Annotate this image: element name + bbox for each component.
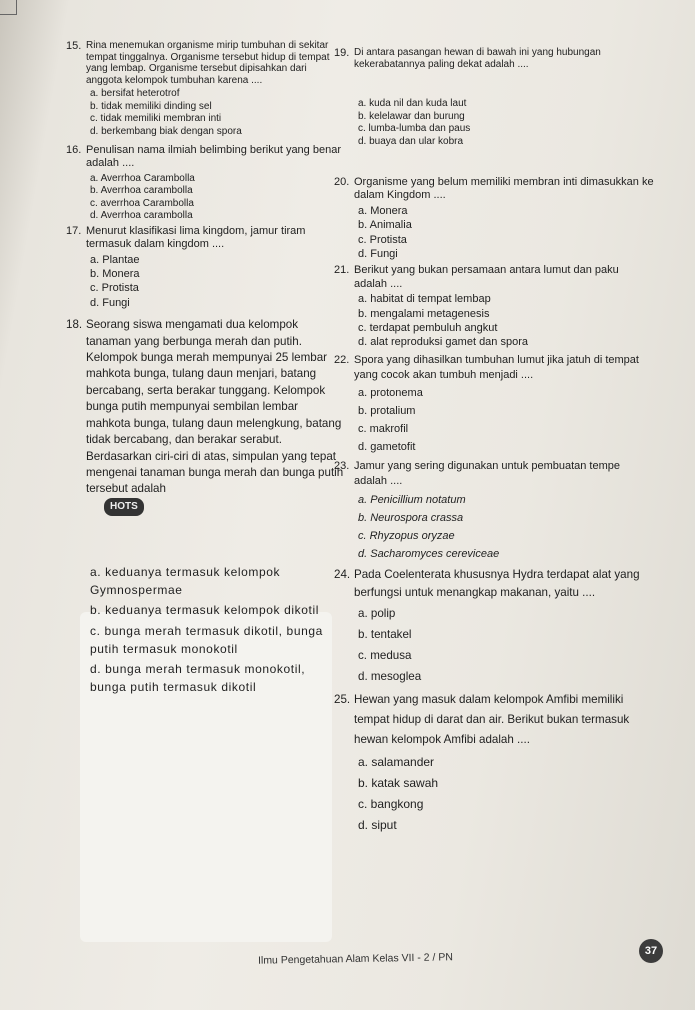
option-b[interactable]: b. tentakel	[358, 627, 412, 641]
option-b[interactable]: b. Animalia	[358, 219, 412, 232]
option-d[interactable]: d. bunga merah termasuk monokotil, bunga putih termasuk dikotil	[90, 662, 306, 694]
question-number: 20.	[334, 176, 350, 188]
question-text: Seorang siswa mengamati dua kelompok tanaman yang berbunga merah dan putih. Kelompok bunga merah mempunyai 25 lembar mahkota bunga, tulang daun menjari, batang bercabang, serta berakar tunggang. Kelompok bunga putih mempunyai sembilan lembar mahkota bunga, tulang daun melengkung, batang tidak bercabang, dan berakar serabut.	[86, 318, 342, 447]
question-number: 18.	[66, 318, 83, 332]
right-column	[334, 47, 654, 838]
question-number: 19.	[334, 47, 350, 59]
question-number: 22.	[334, 353, 350, 366]
question-text: Organisme yang belum memiliki membran inti dimasukkan ke dalam Kingdom ....	[354, 176, 654, 202]
question-number: 15.	[66, 40, 82, 52]
option-a[interactable]: a. Penicillium notatum	[358, 493, 466, 506]
option-c[interactable]: c. lumba-lumba dan paus	[358, 123, 471, 134]
question-text: Jamur yang sering digunakan untuk pembuatan tempe adalah ....	[354, 459, 621, 488]
option-a[interactable]: a. protonema	[358, 386, 423, 399]
option-b[interactable]: b. Averrhoa carambolla	[90, 185, 193, 197]
question-21	[334, 264, 654, 349]
option-a[interactable]: a. kuda nil dan kuda laut	[358, 98, 467, 109]
option-d[interactable]: d. mesoglea	[358, 669, 422, 683]
option-c[interactable]: c. bunga merah termasuk dikotil, bunga putih termasuk monokotil	[90, 623, 323, 656]
option-d[interactable]: d. alat reproduksi gamet dan spora	[358, 336, 528, 349]
left-column	[66, 40, 344, 699]
option-d[interactable]: d. Fungi	[358, 248, 398, 261]
question-text: Penulisan nama ilmiah belimbing berikut yang benar adalah ....	[86, 144, 341, 170]
question-17	[66, 224, 344, 310]
question-text: Rina menemukan organisme mirip tumbuhan di sekitar tempat tinggalnya. Organisme tersebut hidup di tempat yang lembap. Organisme tersebut dipisahkan dari anggota kelompok tumbuhan karena ....	[86, 40, 330, 86]
option-c[interactable]: c. Rhyzopus oryzae	[358, 529, 455, 542]
option-c[interactable]: c. tidak memiliki membran inti	[90, 113, 222, 124]
option-a[interactable]: a. Plantae	[90, 253, 140, 266]
option-a[interactable]: a. habitat di tempat lembap	[358, 293, 491, 306]
option-d[interactable]: d. Sacharomyces cereviceae	[358, 547, 500, 560]
option-b[interactable]: b. tidak memiliki dinding sel	[90, 100, 212, 112]
question-text: Berikut yang bukan persamaan antara lumut dan paku adalah ....	[354, 264, 619, 290]
question-24	[334, 566, 654, 687]
option-c[interactable]: c. bangkong	[358, 796, 424, 811]
question-text: Hewan yang masuk dalam kelompok Amfibi memiliki tempat hidup di darat dan air. Berikut bukan termasuk hewan kelompok Amfibi adalah ....	[354, 692, 630, 746]
page-number-badge: 37	[639, 939, 663, 963]
option-a[interactable]: a. keduanya termasuk kelompok Gymnospermae	[90, 565, 281, 597]
question-23	[334, 459, 654, 563]
option-d[interactable]: d. Fungi	[90, 296, 130, 309]
question-18	[66, 317, 344, 696]
option-c[interactable]: c. terdapat pembuluh angkut	[358, 322, 498, 335]
option-b[interactable]: b. mengalami metagenesis	[358, 307, 490, 320]
option-a[interactable]: a. Averrhoa Carambolla	[90, 172, 195, 184]
question-text-conclusion: Berdasarkan ciri-ciri di atas, simpulan yang tepat mengenai tanaman bunga merah dan bunga putih tersebut adalah	[86, 449, 344, 496]
question-20	[334, 176, 654, 261]
option-b[interactable]: b. kelelawar dan burung	[358, 110, 465, 122]
option-a[interactable]: a. Monera	[358, 204, 408, 217]
page-corner-mark	[0, 0, 17, 15]
option-d[interactable]: d. buaya dan ular kobra	[358, 135, 464, 147]
question-text: Di antara pasangan hewan di bawah ini yang hubungan kekerabatannya paling dekat adalah ....	[354, 47, 601, 70]
question-number: 16.	[66, 144, 82, 156]
option-b[interactable]: b. protalium	[358, 404, 416, 417]
option-d[interactable]: d. berkembang biak dengan spora	[90, 125, 242, 137]
hots-badge: HOTS	[104, 498, 144, 516]
question-number: 21.	[334, 264, 350, 277]
question-19	[334, 47, 654, 147]
option-d[interactable]: d. gametofit	[358, 440, 416, 453]
option-c[interactable]: c. Protista	[358, 233, 407, 246]
question-16	[66, 144, 344, 222]
option-a[interactable]: a. bersifat heterotrof	[90, 88, 180, 99]
option-b[interactable]: b. keduanya termasuk kelompok dikotil	[90, 603, 319, 618]
question-15	[66, 40, 344, 137]
question-text: Menurut klasifikasi lima kingdom, jamur tiram termasuk dalam kingdom ....	[86, 224, 306, 251]
question-text: Spora yang dihasilkan tumbuhan lumut jika jatuh di tempat yang cocok akan tumbuh menjadi ....	[354, 353, 639, 381]
option-a[interactable]: a. salamander	[358, 754, 435, 769]
question-25	[334, 690, 654, 835]
option-d[interactable]: d. Averrhoa carambolla	[90, 210, 193, 222]
option-b[interactable]: b. Neurospora crassa	[358, 511, 464, 524]
option-a[interactable]: a. polip	[358, 606, 396, 620]
option-d[interactable]: d. siput	[358, 817, 397, 832]
option-b[interactable]: b. katak sawah	[358, 775, 439, 790]
question-number: 17.	[66, 224, 82, 237]
question-text: Pada Coelenterata khususnya Hydra terdapat alat yang berfungsi untuk menangkap makanan, yaitu ....	[354, 567, 640, 599]
option-c[interactable]: c. averrhoa Carambolla	[90, 197, 194, 209]
option-c[interactable]: c. medusa	[358, 648, 412, 662]
question-number: 24.	[334, 567, 351, 581]
question-number: 25.	[334, 692, 351, 706]
option-b[interactable]: b. Monera	[90, 268, 140, 281]
option-c[interactable]: c. Protista	[90, 282, 139, 295]
option-c[interactable]: c. makrofil	[358, 422, 409, 435]
page-footer: Ilmu Pengetahuan Alam Kelas VII - 2 / PN	[257, 951, 454, 967]
question-22	[334, 353, 654, 456]
question-number: 23.	[334, 459, 350, 472]
